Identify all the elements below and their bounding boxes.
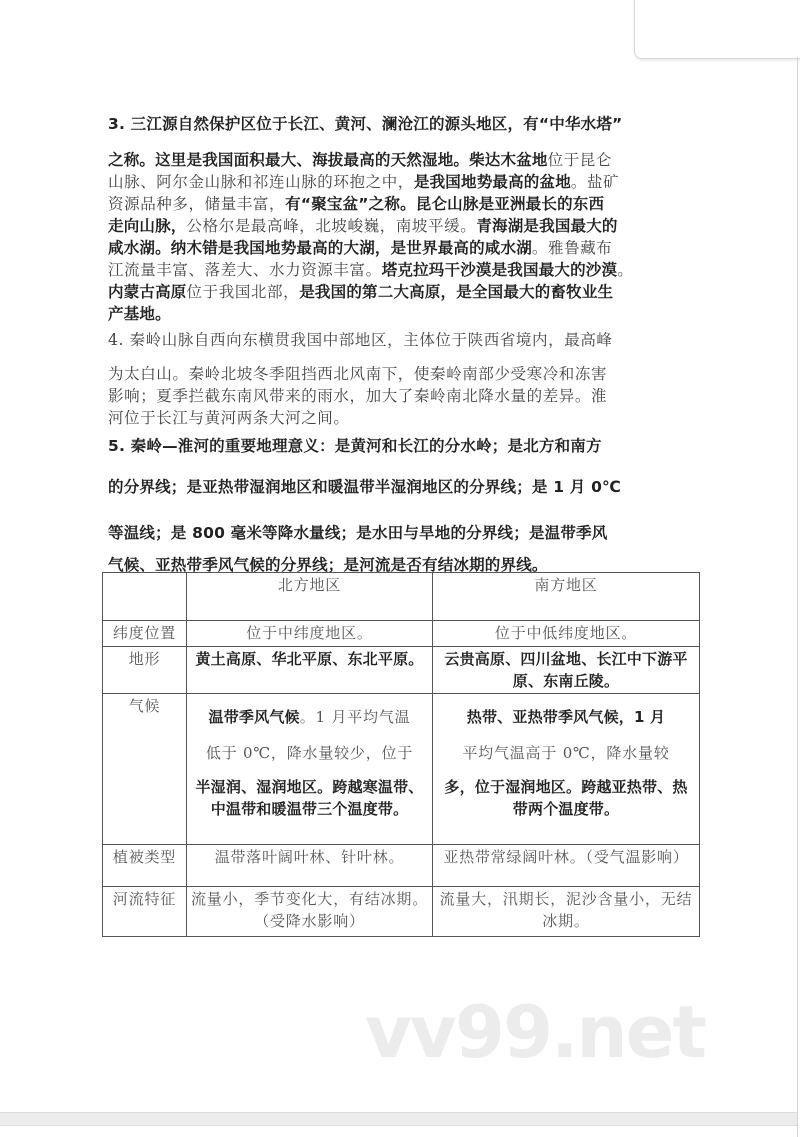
section-4-line: 河位于长江与黄河两条大河之间。	[108, 409, 350, 427]
table-header-row	[103, 573, 700, 621]
north-cell	[187, 694, 433, 845]
table-header-empty	[103, 573, 187, 621]
section-5-line: 等温线；是 800 毫米等降水量线；是水田与旱地的分界线；是温带季风	[108, 524, 608, 542]
climate-line: 平均气温高于 0℃，降水量较	[462, 744, 670, 762]
watermark: vv99.net	[365, 990, 705, 1074]
climate-line: 半湿润、湿润地区。跨越寒温带、中温带和暖温带三个温度带。	[195, 778, 424, 818]
row-label: 植被类型	[103, 845, 187, 887]
section-4	[108, 328, 700, 428]
section-3-line: 资源品种多，储量丰富，有“聚宝盆”之称。昆仑山脉是亚洲最长的东西	[108, 195, 605, 213]
section-3-line: 走向山脉，公格尔是最高峰，北坡峻巍，南坡平缓。青海湖是我国最大的	[108, 217, 618, 235]
page-edge	[797, 57, 798, 1137]
row-label: 纬度位置	[103, 621, 187, 647]
section-4-line: 影响；夏季拦截东南风带来的雨水，加大了秦岭南北降水量的差异。淮	[108, 387, 608, 405]
row-label: 气候	[103, 694, 187, 845]
table-row	[103, 621, 700, 647]
north-cell: 位于中纬度地区。	[187, 621, 433, 647]
section-5-line: 5. 秦岭—淮河的重要地理意义：是黄河和长江的分水岭；是北方和南方	[108, 437, 602, 455]
north-cell: 黄土高原、华北平原、东北平原。	[187, 647, 433, 694]
section-3-line: 江流量丰富、落差大、水力资源丰富。塔克拉玛干沙漠是我国最大的沙漠。	[108, 261, 634, 279]
table-row	[103, 887, 700, 937]
section-5	[108, 434, 700, 574]
section-3-line: 咸水湖。纳木错是我国地势最高的大湖，是世界最高的咸水湖。雅鲁藏布	[108, 239, 613, 257]
page-separator-bar	[0, 1112, 797, 1126]
climate-line: 热带、亚热带季风气候，1 月	[466, 708, 666, 726]
section-4-line: 为太白山。秦岭北坡冬季阻挡西北风南下，使秦岭南部少受寒冷和冻害	[108, 365, 608, 383]
page-tab-corner	[634, 0, 800, 59]
section-3-line: 产基地。	[108, 305, 171, 323]
north-cell: 温带落叶阔叶林、针叶林。	[187, 845, 433, 887]
south-cell: 位于中低纬度地区。	[433, 621, 700, 647]
south-cell: 亚热带常绿阔叶林。（受气温影响）	[433, 845, 700, 887]
south-cell	[433, 694, 700, 845]
table-header-north: 北方地区	[187, 573, 433, 621]
section-3-line: 山脉、阿尔金山脉和祁连山脉的环抱之中，是我国地势最高的盆地。盐矿	[108, 173, 620, 191]
south-cell: 流量大，汛期长，泥沙含量小，无结冰期。	[433, 887, 700, 937]
table-row	[103, 845, 700, 887]
section-3-line: 之称。这里是我国面积最大、海拔最高的天然湿地。柴达木盆地位于昆仑	[108, 151, 613, 169]
section-3	[108, 112, 700, 322]
row-label: 河流特征	[103, 887, 187, 937]
section-3-line: 3. 三江源自然保护区位于长江、黄河、澜沧江的源头地区，有“中华水塔”	[108, 115, 623, 133]
row-label: 地形	[103, 647, 187, 694]
climate-line: 温带季风气候。1 月平均气温	[208, 708, 411, 726]
section-5-line: 的分界线；是亚热带湿润地区和暖温带半湿润地区的分界线；是 1 月 0℃	[108, 478, 622, 496]
south-cell: 云贵高原、四川盆地、长江中下游平原、东南丘陵。	[433, 647, 700, 694]
climate-line: 低于 0℃，降水量较少，位于	[205, 744, 414, 762]
table-row	[103, 694, 700, 845]
table-row	[103, 647, 700, 694]
table-header-south: 南方地区	[433, 573, 700, 621]
climate-line: 多，位于湿润地区。跨越亚热带、热带两个温度带。	[444, 778, 688, 818]
north-south-comparison-table	[102, 572, 700, 937]
section-4-line: 4. 秦岭山脉自西向东横贯我国中部地区，主体位于陕西省境内，最高峰	[108, 331, 613, 349]
section-5-line: 气候、亚热带季风气候的分界线；是河流是否有结冰期的界线。	[108, 556, 548, 574]
north-cell: 流量小，季节变化大，有结冰期。（受降水影响）	[187, 887, 433, 937]
section-3-line: 内蒙古高原位于我国北部，是我国的第二大高原，是全国最大的畜牧业生	[108, 283, 614, 301]
